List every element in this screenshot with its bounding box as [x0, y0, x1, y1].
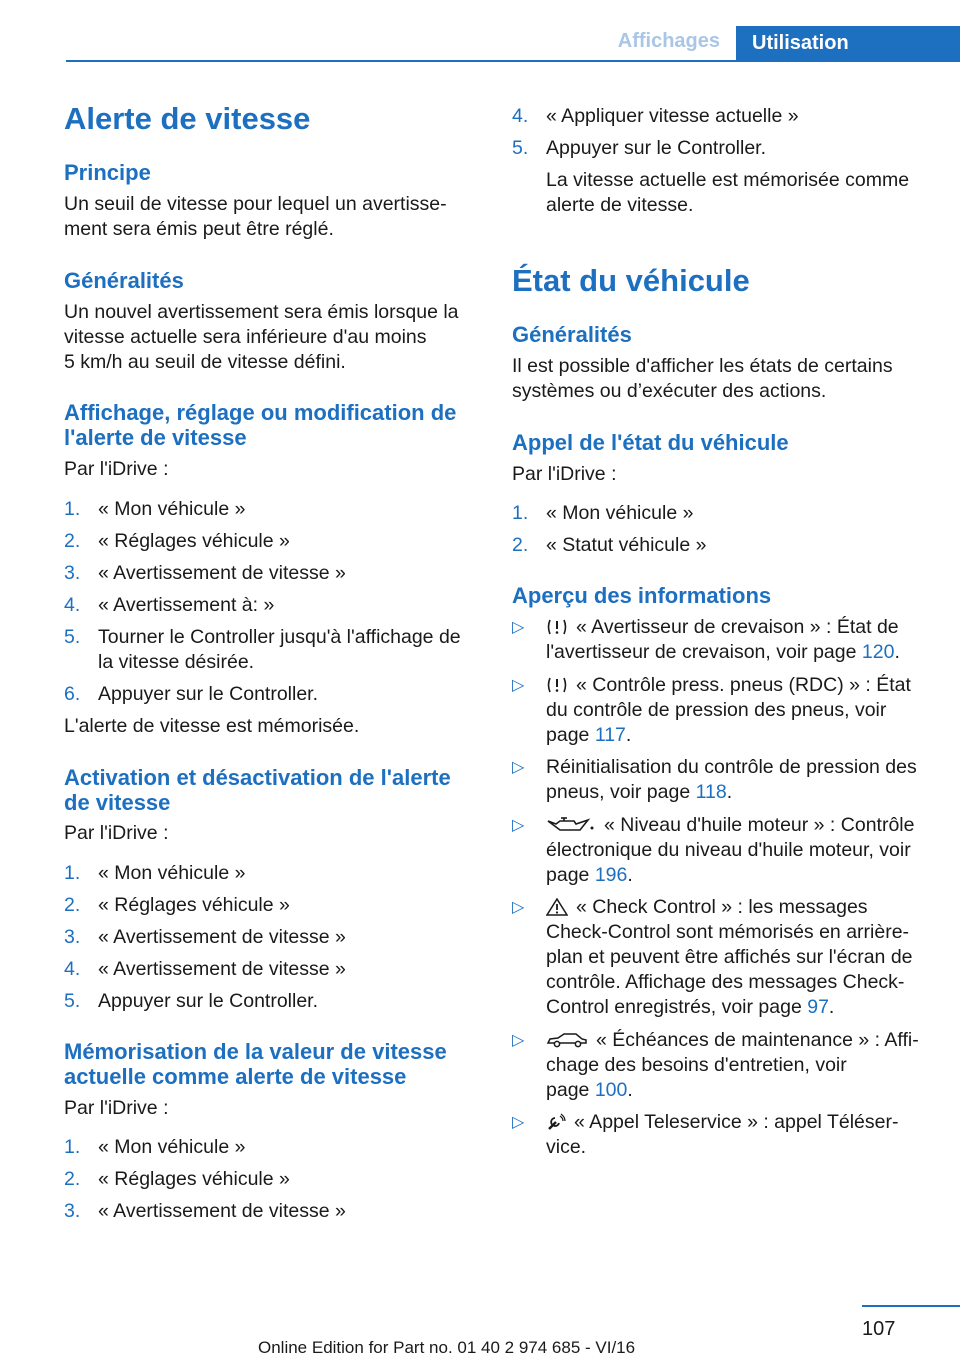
tab-utilisation[interactable]: Utilisation [736, 26, 960, 62]
edition-footer: Online Edition for Part no. 01 40 2 974 685 - VI/16 [258, 1338, 636, 1357]
page-link[interactable]: 100 [594, 1079, 628, 1101]
appel-intro: Par l'iDrive : [512, 463, 617, 485]
bullet-icon: ▷ [512, 899, 525, 916]
heading-appel: Appel de l'état du véhicule [512, 430, 789, 455]
heading-affichage-2: l'alerte de vitesse [64, 425, 247, 450]
page-link[interactable]: 97 [807, 996, 829, 1018]
generalites-line-1: Un nouvel avertissement sera émis lorsque la [64, 301, 459, 323]
generalites-line-2: vitesse actuelle sera inférieure d'au moins [64, 326, 427, 348]
principe-line-2: ment sera émis peut être réglé. [64, 218, 334, 240]
page-header [66, 26, 960, 62]
heading-affichage-1: Affichage, réglage ou modification de [64, 400, 457, 425]
bullet-icon: ▷ [512, 677, 525, 694]
page-link[interactable]: 117 [594, 724, 626, 746]
bullet-icon: ▷ [512, 759, 525, 776]
affichage-after: L'alerte de vitesse est mémorisée. [64, 715, 360, 737]
page-link[interactable]: 120 [861, 641, 895, 663]
tab-affichages[interactable]: Affichages [617, 30, 720, 52]
header-rule [66, 60, 960, 62]
footer-rule [862, 1305, 960, 1307]
heading-memorisation-2: actuelle comme alerte de vitesse [64, 1064, 407, 1089]
heading-memorisation-1: Mémorisation de la valeur de vitesse [64, 1039, 447, 1064]
bullet-icon: ▷ [512, 1032, 525, 1049]
page-link[interactable]: 118 [695, 781, 727, 803]
page-number: 107 [862, 1318, 896, 1340]
page-link[interactable]: 196 [594, 864, 628, 886]
section-title-etat: État du véhicule [512, 263, 750, 298]
heading-generalites-left: Généralités [64, 268, 184, 293]
affichage-intro: Par l'iDrive : [64, 458, 169, 480]
heading-apercu: Aperçu des informations [512, 583, 772, 608]
generalites-right-line-2: systèmes ou d’exécuter des actions. [512, 380, 827, 402]
bullet-icon: ▷ [512, 817, 525, 834]
heading-activation-1: Activation et désactivation de l'alerte [64, 765, 451, 790]
heading-generalites-right: Généralités [512, 322, 632, 347]
heading-principe: Principe [64, 160, 151, 185]
generalites-right-line-1: Il est possible d'afficher les états de certains [512, 355, 893, 377]
activation-intro: Par l'iDrive : [64, 822, 169, 844]
bullet-icon: ▷ [512, 619, 525, 636]
generalites-line-3: 5 km/h au seuil de vitesse défini. [64, 351, 346, 373]
section-title-alerte: Alerte de vitesse [64, 101, 311, 136]
memorisation-intro: Par l'iDrive : [64, 1097, 169, 1119]
bullet-icon: ▷ [512, 1114, 525, 1131]
principe-line-1: Un seuil de vitesse pour lequel un avertisse- [64, 193, 447, 215]
heading-activation-2: de vitesse [64, 790, 171, 815]
